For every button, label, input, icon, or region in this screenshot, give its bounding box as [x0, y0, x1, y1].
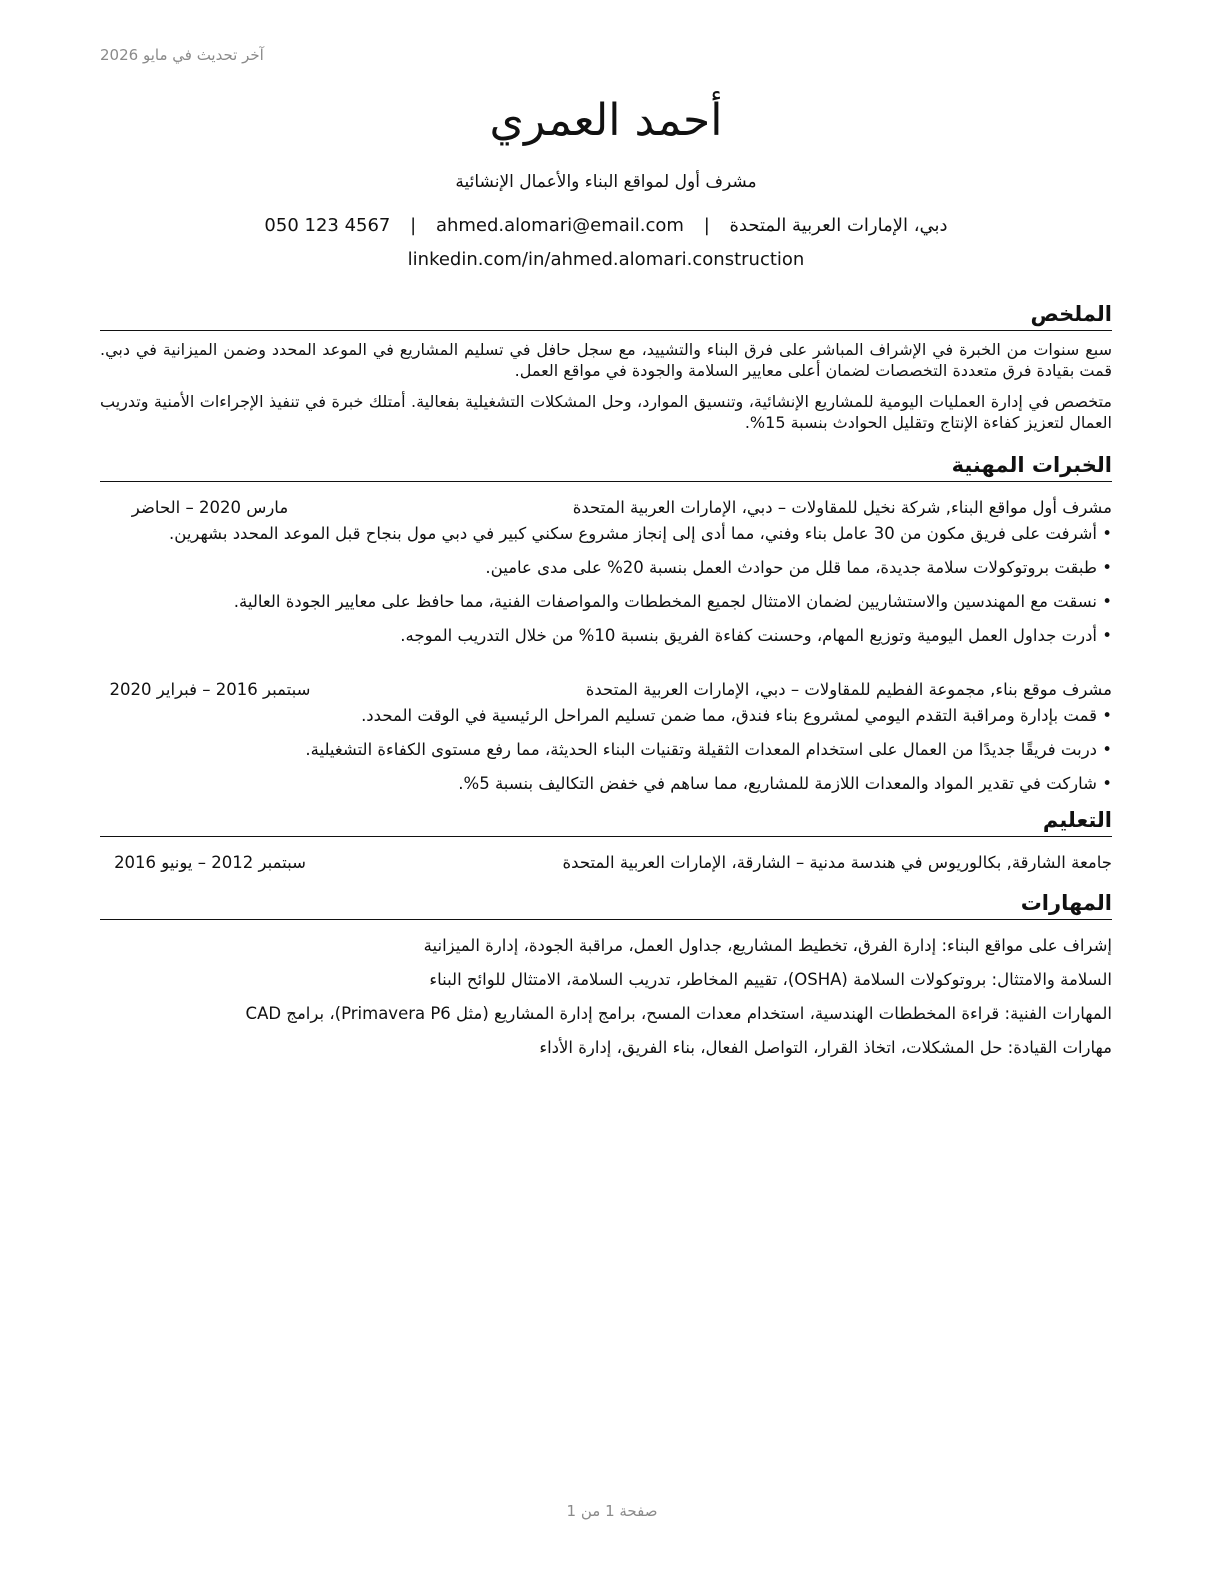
contact-location: دبي، الإمارات العربية المتحدة: [729, 215, 948, 236]
job-role: مشرف أول مواقع البناء, شركة نخيل للمقاولات – دبي، الإمارات العربية المتحدة: [572, 498, 1112, 517]
section-heading-skills: المهارات: [100, 889, 1112, 920]
education-entry: [100, 851, 1112, 875]
page-number: صفحة 1 من 1: [566, 1502, 658, 1520]
job-header: [100, 678, 1112, 702]
job-bullet: • دربت فريقًا جديدًا من العمال على استخدام المعدات الثقيلة وتقنيات البناء الحديثة، مما رفع مستوى الكفاءة التشغيلية.: [100, 738, 1112, 762]
summary-paragraph: متخصص في إدارة العمليات اليومية للمشاريع الإنشائية، وتنسيق الموارد، وحل المشكلات التشغيلية بفعالية. أمتلك خبرة في تنفيذ الإجراءات الأمنية وتدريب العمال لتعزيز كفاءة الإنتاج وتقليل الحوادث بنسبة 15%.: [100, 392, 1112, 432]
skills-line: إشراف على مواقع البناء: إدارة الفرق، تخطيط المشاريع، جداول العمل، مراقبة الجودة، إدارة الميزانية: [423, 936, 1112, 955]
job-header: [100, 496, 1112, 520]
job-bullets: [100, 704, 1112, 796]
job-bullet: • أشرفت على فريق مكون من 30 عامل بناء وفني، مما أدى إلى إنجاز مشروع سكني كبير في دبي مول بنجاح قبل الموعد المحدد بشهرين.: [100, 522, 1112, 546]
job-bullet: • قمت بإدارة ومراقبة التقدم اليومي لمشروع بناء فندق، مما ضمن تسليم المراحل الرئيسية في الوقت المحدد.: [100, 704, 1112, 728]
contact-line: [100, 214, 1112, 238]
job-bullet: • شاركت في تقدير المواد والمعدات اللازمة للمشاريع، مما ساهم في خفض التكاليف بنسبة 5%.: [100, 772, 1112, 796]
education-school: جامعة الشارقة, بكالوريوس في هندسة مدنية – الشارقة، الإمارات العربية المتحدة: [562, 853, 1112, 872]
job-bullet: • أدرت جداول العمل اليومية وتوزيع المهام، وحسنت كفاءة الفريق بنسبة 10% من خلال التدريب الموجه.: [100, 624, 1112, 648]
last-updated-note: آخر تحديث في مايو 2026: [100, 46, 264, 64]
contact-email[interactable]: ahmed.alomari@email.com: [435, 215, 684, 236]
resume-page: [100, 90, 1112, 1070]
job-dates: سبتمبر 2016 – فبراير 2020: [109, 680, 311, 699]
skills-line: مهارات القيادة: حل المشكلات، اتخاذ القرار، التواصل الفعال، بناء الفريق، إدارة الأداء: [539, 1038, 1112, 1057]
candidate-name: أحمد العمري: [489, 95, 723, 146]
contact-phone: 050 123 4567: [264, 215, 391, 236]
summary-paragraph: سبع سنوات من الخبرة في الإشراف المباشر على فرق البناء والتشييد، مع سجل حافل في تسليم المشاريع في الموعد المحدد وضمن الميزانية في دبي. قمت بقيادة فرق متعددة التخصصات لضمان أعلى معايير السلامة والجودة في مواقع العمل.: [100, 340, 1112, 380]
section-heading-summary: الملخص: [100, 300, 1112, 331]
job-dates: مارس 2020 – الحاضر: [131, 498, 289, 517]
section-heading-education: التعليم: [100, 806, 1112, 837]
job-bullets: [100, 522, 1112, 648]
job-bullet: • طبقت بروتوكولات سلامة جديدة، مما قلل من حوادث العمل بنسبة 20% على مدى عامين.: [100, 556, 1112, 580]
section-heading-experience: الخبرات المهنية: [100, 451, 1112, 482]
job-role: مشرف موقع بناء, مجموعة الفطيم للمقاولات – دبي، الإمارات العربية المتحدة: [585, 680, 1112, 699]
skills-line: المهارات الفنية: قراءة المخططات الهندسية، استخدام معدات المسح، برامج إدارة المشاريع (مثل Primavera P6)، برامج CAD: [245, 1004, 1112, 1023]
contact-separator: |: [410, 215, 417, 236]
job-bullet: • نسقت مع المهندسين والاستشاريين لضمان الامتثال لجميع المخططات والمواصفات الفنية، مما حافظ على معايير الجودة العالية.: [100, 590, 1112, 614]
education-dates: سبتمبر 2012 – يونيو 2016: [114, 853, 306, 872]
skills-section: [100, 934, 1112, 1060]
job-entry: [100, 678, 1112, 796]
candidate-title: مشرف أول لمواقع البناء والأعمال الإنشائية: [455, 172, 757, 192]
linkedin-link[interactable]: linkedin.com/in/ahmed.alomari.construction: [407, 249, 805, 270]
job-entry: [100, 496, 1112, 648]
skills-line: السلامة والامتثال: بروتوكولات السلامة (OSHA)، تقييم المخاطر، تدريب السلامة، الامتثال للوائح البناء: [429, 970, 1112, 989]
summary-section: [100, 339, 1112, 433]
contact-separator: |: [703, 215, 710, 236]
